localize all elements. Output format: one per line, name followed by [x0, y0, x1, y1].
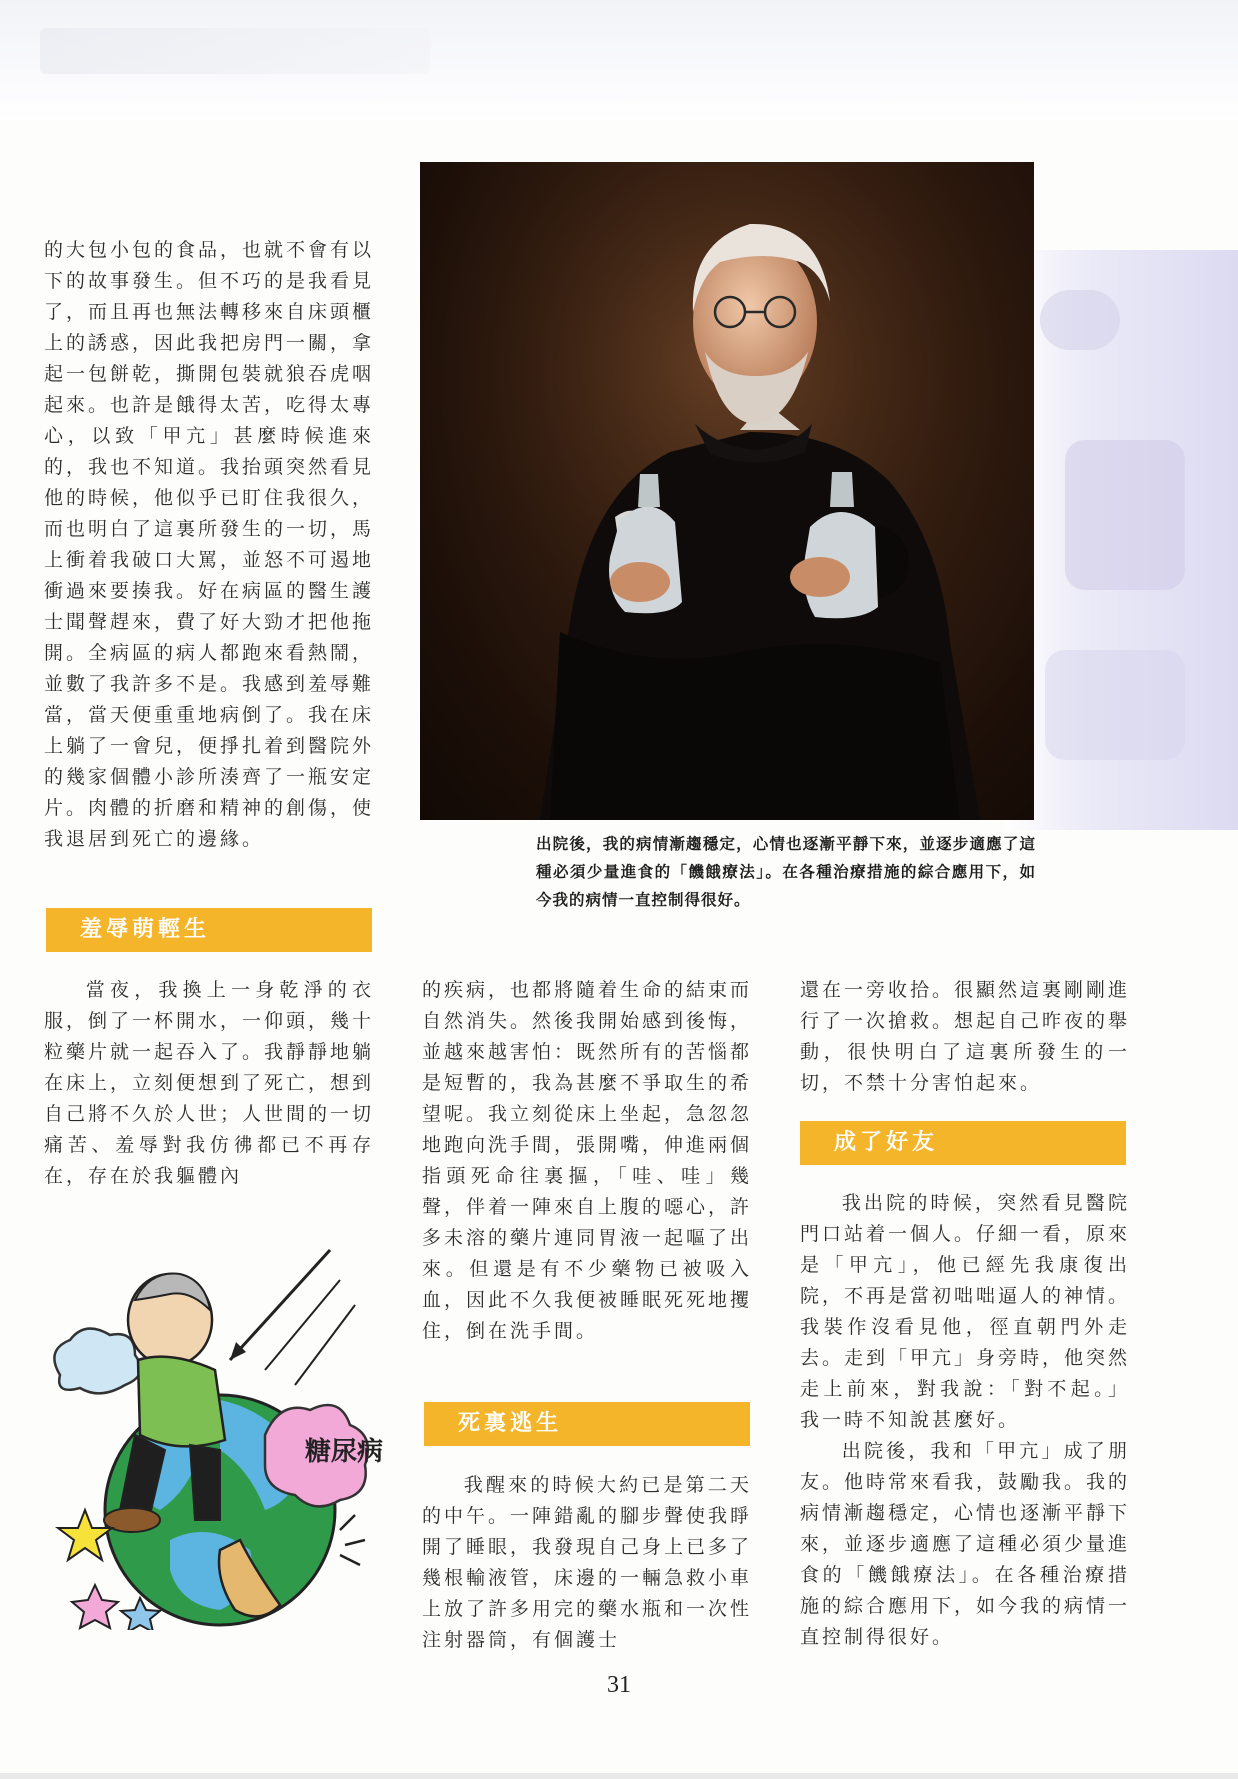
text-column-1: [44, 975, 374, 1192]
text-column-3-lower: [800, 1188, 1130, 1653]
text-column-top: [44, 235, 374, 855]
paragraph: 出院後，我和「甲亢」成了朋友。他時常來看我，鼓勵我。我的病情漸趨穩定，心情也逐漸平靜下來，並逐步適應了這種必須少量進食的「饑餓療法」。在各種治療措施的綜合應用下，如今我的病情一直控制得很好。: [800, 1440, 1131, 1648]
section-heading: 死裏逃生: [424, 1402, 750, 1446]
section-heading: 成了好友: [800, 1121, 1126, 1165]
page-number: 31: [607, 1672, 631, 1698]
portrait-photo: [420, 162, 1034, 820]
faded-header-graphic: [40, 28, 430, 74]
paragraph: 還在一旁收拾。很顯然這裏剛剛進行了一次搶救。想起自己昨夜的舉動，很快明白了這裏所發生的一切，不禁十分害怕起來。: [800, 979, 1131, 1094]
paragraph: 的大包小包的食品，也就不會有以下的故事發生。但不巧的是我看見了，而且再也無法轉移來自床頭櫃上的誘惑，因此我把房門一關，拿起一包餅乾，撕開包裝就狼吞虎咽起來。也許是餓得太苦，吃得太專心，以致「甲亢」甚麼時候進來的，我也不知道。我抬頭突然看見他的時候，他似乎已盯住我很久，而也明白了這裏所發生的一切，馬上衝着我破口大罵，並怒不可遏地衝過來要揍我。好在病區的醫生護士聞聲趕來，費了好大勁才把他拖開。全病區的病人都跑來看熱鬧，並數了我許多不是。我感到羞辱難當，當天便重重地病倒了。我在床上躺了一會兒，便掙扎着到醫院外的幾家個體小診所湊齊了一瓶安定片。肉體的折磨和精神的創傷，使我退居到死亡的邊緣。: [44, 239, 375, 850]
text-column-2-lower: [422, 1470, 752, 1656]
header-band: [0, 0, 1238, 120]
cartoon-label: 糖尿病: [305, 1437, 384, 1467]
diabetes-cartoon: [40, 1210, 400, 1630]
paragraph: 的疾病，也都將隨着生命的結束而自然消失。然後我開始感到後悔，並越來越害怕：既然所有的苦惱都是短暫的，我為甚麼不爭取生的希望呢。我立刻從床上坐起，急忽忽地跑向洗手間，張開嘴，伸進兩個指頭死命往裏摳，「哇、哇」幾聲，伴着一陣來自上腹的噁心，許多未溶的藥片連同胃液一起嘔了出來。但還是有不少藥物已被吸入血，因此不久我便被睡眠死死地攫住，倒在洗手間。: [422, 979, 753, 1342]
decorative-side-panel: [1005, 250, 1238, 830]
page-edge: [0, 1773, 1238, 1779]
photo-caption: 出院後，我的病情漸趨穩定，心情也逐漸平靜下來，並逐步適應了這種必須少量進食的「饑餓療法」。在各種治療措施的綜合應用下，如今我的病情一直控制得很好。: [536, 835, 1036, 909]
paragraph: 我醒來的時候大約已是第二天的中午。一陣錯亂的腳步聲使我睜開了睡眼，我發現自己身上已多了幾根輸液管，床邊的一輛急救小車上放了許多用完的藥水瓶和一次性注射器筒，有個護士: [422, 1474, 753, 1651]
text-column-3: [800, 975, 1130, 1099]
paragraph: 當夜，我換上一身乾淨的衣服，倒了一杯開水，一仰頭，幾十粒藥片就一起吞入了。我靜靜地躺在床上，立刻便想到了死亡，想到自己將不久於人世；人世間的一切痛苦、羞辱對我仿彿都已不再存在，存在於我軀體內: [44, 979, 375, 1187]
portrait-illustration: [420, 162, 1034, 820]
paragraph: 我出院的時候，突然看見醫院門口站着一個人。仔細一看，原來是「甲亢」，他已經先我康復出院，不再是當初咄咄逼人的神情。我裝作沒看見他，徑直朝門外走去。走到「甲亢」身旁時，他突然走上前來，對我說：「對不起。」我一時不知說甚麼好。: [800, 1192, 1131, 1431]
cartoon-illustration: [40, 1210, 400, 1630]
text-column-2: [422, 975, 752, 1347]
section-heading: 羞辱萌輕生: [46, 908, 372, 952]
